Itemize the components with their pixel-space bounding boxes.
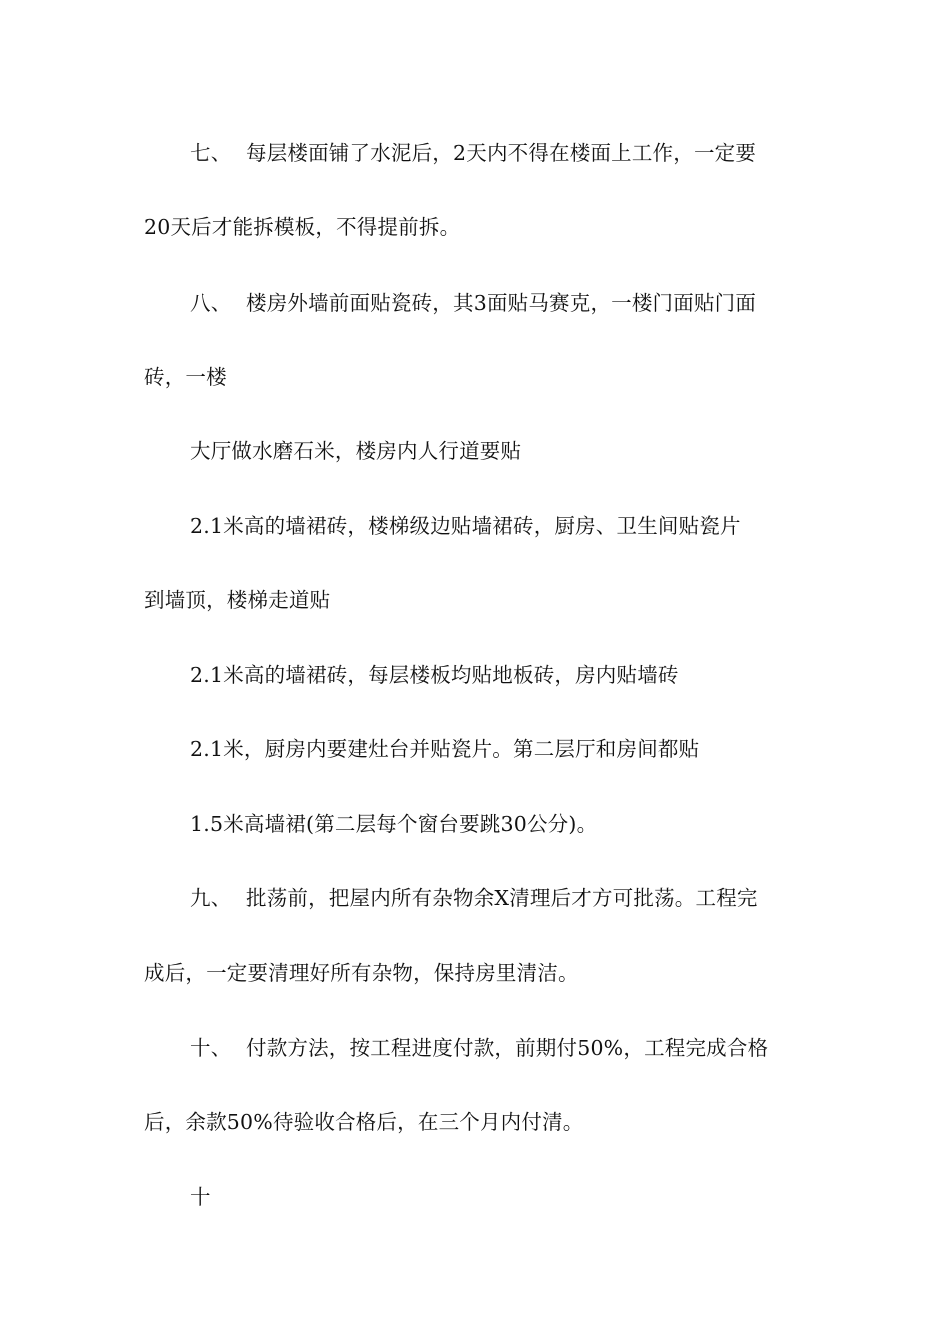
clause-text: 付款方法，按工程进度付款，前期付50%，工程完成合格 xyxy=(246,1036,769,1060)
clause-text: 到墙顶，楼梯走道贴 xyxy=(144,588,331,612)
clause-text: 1.5米高墙裙(第二层每个窗台要跳30公分)。 xyxy=(190,812,598,836)
clause-8-line-8 xyxy=(190,810,597,838)
clause-10-line-2 xyxy=(144,1108,583,1136)
clause-8-line-4 xyxy=(190,512,741,540)
clause-number: 九、 xyxy=(190,886,232,910)
clause-number: 十、 xyxy=(190,1036,232,1060)
clause-8-line-5 xyxy=(144,586,330,614)
clause-text: 砖，一楼 xyxy=(144,365,227,389)
clause-8-line-6 xyxy=(190,661,679,689)
clause-9-line-1 xyxy=(190,884,758,912)
clause-8-line-2 xyxy=(144,363,227,391)
clause-text: 2.1米高的墙裙砖，每层楼板均贴地板砖，房内贴墙砖 xyxy=(190,663,679,687)
clause-8-line-7 xyxy=(190,735,699,763)
clause-7-line-1 xyxy=(190,139,756,167)
clause-text: 批荡前，把屋内所有杂物余X清理后才方可批荡。工程完 xyxy=(246,886,758,910)
clause-text: 20天后才能拆模板，不得提前拆。 xyxy=(144,215,461,239)
clause-10-line-1 xyxy=(190,1034,768,1062)
clause-text: 十 xyxy=(190,1185,211,1209)
clause-text: 2.1米，厨房内要建灶台并贴瓷片。第二层厅和房间都贴 xyxy=(190,737,700,761)
clause-text: 每层楼面铺了水泥后，2天内不得在楼面上工作，一定要 xyxy=(246,141,757,165)
clause-number: 八、 xyxy=(190,291,232,315)
clause-7-line-2 xyxy=(144,213,460,241)
clause-11-fragment xyxy=(190,1183,211,1211)
clause-9-line-2 xyxy=(144,959,579,987)
clause-8-line-3 xyxy=(190,437,521,465)
clause-number: 七、 xyxy=(190,141,232,165)
clause-text: 大厅做水磨石米，楼房内人行道要贴 xyxy=(190,439,522,463)
clause-text: 后，余款50%待验收合格后，在三个月内付清。 xyxy=(144,1110,584,1134)
clause-text: 楼房外墙前面贴瓷砖，其3面贴马赛克，一楼门面贴门面 xyxy=(246,291,757,315)
clause-8-line-1 xyxy=(190,289,756,317)
clause-text: 成后，一定要清理好所有杂物，保持房里清洁。 xyxy=(144,961,579,985)
clause-text: 2.1米高的墙裙砖，楼梯级边贴墙裙砖，厨房、卫生间贴瓷片 xyxy=(190,514,741,538)
